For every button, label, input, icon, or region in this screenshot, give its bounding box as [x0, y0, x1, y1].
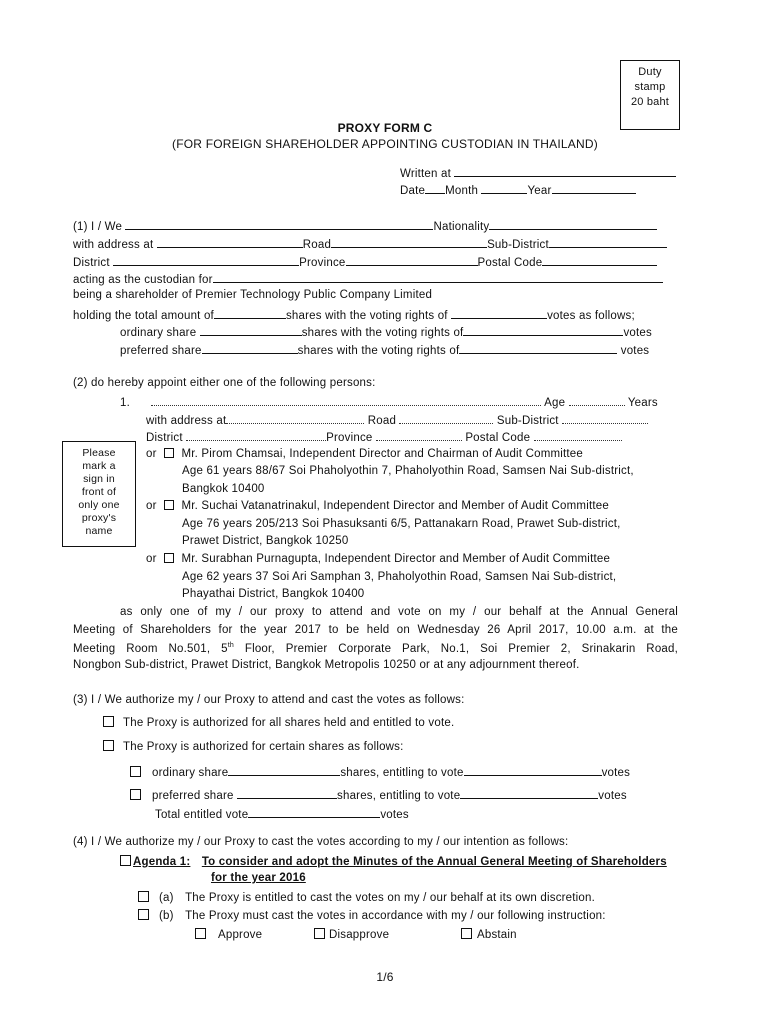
sub-district-field[interactable] [549, 236, 667, 248]
proxy-option-1 [146, 448, 583, 460]
age-label: Age [544, 397, 566, 409]
acting-label: acting as the custodian for [73, 274, 213, 286]
option-a-checkbox[interactable] [138, 891, 149, 902]
votes-label: votes [380, 809, 409, 821]
form-subtitle: (FOR FOREIGN SHAREHOLDER APPOINTING CUSTODIAN IN THAILAND) [172, 137, 598, 151]
acting-field[interactable] [213, 271, 663, 283]
proxy-address-field[interactable] [226, 413, 364, 424]
sub-district-label: Sub-District [487, 239, 549, 251]
note-line: mark a [82, 460, 116, 472]
approve-label: Approve [218, 929, 263, 941]
certain-shares-label: The Proxy is authorized for certain shares as follows: [123, 741, 404, 753]
postal-code-label: Postal Code [477, 257, 543, 269]
votes-label: votes [598, 790, 627, 802]
ordinal-suffix: th [227, 642, 234, 649]
note-line: front of [81, 486, 117, 498]
s2-person1-row [120, 395, 658, 409]
ordinary-share-label: ordinary share [120, 327, 197, 339]
s4-heading: (4) I / We authorize my / our Proxy to cast the votes according to my / our intention as follows: [73, 836, 569, 848]
shares-entitling-label: shares, entitling to vote [337, 790, 461, 802]
address-field[interactable] [157, 236, 303, 248]
total-vote-field[interactable] [248, 806, 380, 818]
person-number: 1. [120, 397, 130, 409]
nationality-field[interactable] [489, 218, 657, 230]
agenda-1-title-l2: for the year 2016 [211, 872, 306, 884]
agenda-1-option-a [138, 891, 595, 904]
all-shares-checkbox[interactable] [103, 716, 114, 727]
year-field[interactable] [552, 182, 636, 194]
note-line: proxy's [81, 512, 117, 524]
year-label: Year [527, 185, 552, 197]
note-line: Please [82, 447, 116, 459]
meeting-room-text: Meeting Room No.501, 5 [73, 642, 228, 655]
votes-label: votes [601, 767, 631, 779]
total-shares-field[interactable] [214, 307, 286, 319]
proxy-3-checkbox[interactable] [164, 553, 174, 563]
duty-stamp-box [620, 60, 680, 130]
vote-choice-abstain [461, 928, 517, 941]
ordinary-share-checkbox[interactable] [130, 766, 141, 777]
s3-heading: (3) I / We authorize my / our Proxy to attend and cast the votes as follows: [73, 694, 465, 706]
month-label: Month [445, 185, 479, 197]
proxy-province-field[interactable] [376, 430, 462, 441]
proxy-postal-field[interactable] [534, 430, 622, 441]
certain-shares-checkbox[interactable] [103, 740, 114, 751]
s1-row-address [73, 236, 667, 251]
s1-row-ordinary [120, 324, 652, 339]
s2-heading: (2) do hereby appoint either one of the following persons: [73, 377, 376, 389]
votes-label: votes [620, 345, 650, 357]
age-field[interactable] [569, 395, 625, 406]
agenda-1-checkbox[interactable] [120, 855, 131, 866]
written-at-field[interactable] [454, 165, 676, 177]
ordinary-votes-field[interactable] [463, 324, 623, 336]
disapprove-label: Disapprove [329, 929, 390, 941]
proxy-option-3 [146, 553, 610, 565]
note-line: sign in [83, 473, 115, 485]
or-label: or [146, 448, 157, 460]
preferred-vote-count-field[interactable] [460, 787, 598, 799]
ordinary-shares-field[interactable] [200, 324, 302, 336]
disapprove-checkbox[interactable] [314, 928, 325, 939]
shares-entitling-label: shares, entitling to vote [340, 767, 464, 779]
month-field[interactable] [481, 182, 527, 194]
province-label: Province [326, 432, 373, 444]
ordinary-share-label: ordinary share [152, 767, 229, 779]
district-field[interactable] [113, 254, 299, 266]
proxy-2-address-2: Prawet District, Bangkok 10250 [182, 535, 349, 547]
votes-label: votes [623, 327, 652, 339]
agenda-1-option-b [138, 909, 606, 922]
s3-ordinary-row [130, 764, 630, 779]
note-line: only one [78, 499, 120, 511]
name-field[interactable] [125, 218, 433, 230]
proxy-road-field[interactable] [399, 413, 493, 424]
proxy-1-checkbox[interactable] [164, 448, 174, 458]
road-label: Road [302, 239, 332, 251]
proxy-2-address-1: Age 76 years 205/213 Soi Phasuksanti 6/5, Pattanakarn Road, Prawet Sub-district, [182, 518, 621, 530]
s3-option-all [103, 716, 454, 729]
shareholder-text: being a shareholder of Premier Technology Public Company Limited [73, 289, 433, 301]
proxy-instruction-note [62, 441, 136, 547]
abstain-label: Abstain [477, 929, 517, 941]
preferred-share-count-field[interactable] [237, 787, 337, 799]
meeting-location-text: Floor, Premier Corporate Park, No.1, Soi Premier 2, Srinakarin Road, [233, 642, 678, 655]
proxy-3-name: Mr. Surabhan Purnagupta, Independent Director and Member of Audit Committee [181, 553, 611, 565]
s3-total-row [155, 806, 409, 821]
option-a-text: The Proxy is entitled to cast the votes on my / our behalf at its own discretion. [185, 892, 596, 904]
preferred-votes-field[interactable] [459, 342, 617, 354]
years-label: Years [627, 397, 658, 409]
proxy-1-name: Mr. Pirom Chamsai, Independent Director and Chairman of Audit Committee [181, 448, 583, 460]
or-label: or [146, 553, 157, 565]
note-line: name [85, 525, 113, 537]
option-b-text: The Proxy must cast the votes in accordance with my / our following instruction: [185, 910, 606, 922]
vote-choice-disapprove [314, 928, 389, 941]
form-title: PROXY FORM C [337, 121, 433, 135]
shares-voting-label: shares with the voting rights of [301, 327, 464, 339]
meeting-paragraph-l1: as only one of my / our proxy to attend and vote on my / our behalf at the Annual General [120, 606, 678, 618]
s1-row-district [73, 254, 657, 269]
postal-code-label: Postal Code [465, 432, 531, 444]
meeting-paragraph-l4: Nongbon Sub-district, Prawet District, Bangkok Metropolis 10250 or at any adjournment thereof. [73, 659, 580, 671]
preferred-share-label: preferred share [152, 790, 234, 802]
province-field[interactable] [346, 254, 478, 266]
vote-choice-approve [195, 928, 262, 941]
option-b-checkbox[interactable] [138, 909, 149, 920]
ordinary-share-count-field[interactable] [228, 764, 340, 776]
i-we-label: (1) I / We [73, 221, 123, 233]
s3-preferred-row [130, 787, 627, 802]
option-b-label: (b) [159, 910, 174, 922]
proxy-name-field[interactable] [151, 395, 541, 406]
s2-district-row [146, 430, 622, 444]
or-label: or [146, 500, 157, 512]
proxy-3-address-2: Phayathai District, Bangkok 10400 [182, 588, 365, 600]
address-label: with address at [146, 415, 227, 427]
road-label: Road [367, 415, 397, 427]
preferred-shares-field[interactable] [202, 342, 298, 354]
preferred-share-label: preferred share [120, 345, 202, 357]
votes-as-follows-label: votes as follows; [547, 310, 635, 322]
shares-voting-label: shares with the voting rights of [297, 345, 460, 357]
proxy-district-field[interactable] [186, 430, 326, 441]
proxy-1-address-1: Age 61 years 88/67 Soi Phaholyothin 7, Phaholyothin Road, Samsen Nai Sub-district, [182, 465, 634, 477]
meeting-paragraph-l3 [73, 642, 678, 655]
postal-code-field[interactable] [542, 254, 657, 266]
agenda-1-label: Agenda 1: [133, 856, 191, 868]
ordinary-vote-count-field[interactable] [464, 764, 602, 776]
date-row [400, 182, 636, 197]
nationality-label: Nationality [433, 221, 490, 233]
abstain-checkbox[interactable] [461, 928, 472, 939]
proxy-2-name: Mr. Suchai Vatanatrinakul, Independent Director and Member of Audit Committee [181, 500, 609, 512]
proxy-2-checkbox[interactable] [164, 500, 174, 510]
meeting-paragraph-l2: Meeting of Shareholders for the year 2017 to be held on Wednesday 26 April 2017, 10.00 a.m. at the [73, 624, 678, 636]
total-label: Total entitled vote [155, 809, 249, 821]
stamp-line-2: stamp [634, 81, 666, 93]
proxy-3-address-1: Age 62 years 37 Soi Ari Samphan 3, Phaholyothin Road, Samsen Nai Sub-district, [182, 571, 617, 583]
s1-row-name [73, 218, 657, 233]
option-a-label: (a) [159, 892, 174, 904]
s2-address-row [146, 413, 648, 427]
written-at-row [400, 165, 676, 180]
road-field[interactable] [331, 236, 487, 248]
page-number: 1/6 [376, 970, 394, 984]
sub-district-label: Sub-District [496, 415, 559, 427]
s1-row-acting [73, 271, 663, 286]
total-votes-field[interactable] [451, 307, 547, 319]
proxy-1-address-2: Bangkok 10400 [182, 483, 265, 495]
written-at-label: Written at [400, 168, 451, 180]
address-label: with address at [73, 239, 154, 251]
province-label: Province [299, 257, 346, 269]
s1-row-holding [73, 307, 635, 322]
holding-label: holding the total amount of [73, 310, 214, 322]
date-label: Date [400, 185, 426, 197]
district-label: District [146, 432, 183, 444]
proxy-option-2 [146, 500, 609, 512]
district-label: District [73, 257, 110, 269]
stamp-line-1: Duty [638, 66, 662, 78]
date-field[interactable] [425, 182, 445, 194]
agenda-1-row [120, 855, 667, 868]
shares-voting-label: shares with the voting rights of [285, 310, 448, 322]
approve-checkbox[interactable] [195, 928, 206, 939]
all-shares-label: The Proxy is authorized for all shares held and entitled to vote. [123, 717, 455, 729]
proxy-sub-district-field[interactable] [562, 413, 648, 424]
s3-option-certain [103, 740, 404, 753]
preferred-share-checkbox[interactable] [130, 789, 141, 800]
s1-row-preferred [120, 342, 649, 357]
agenda-1-title: To consider and adopt the Minutes of the Annual General Meeting of Shareholders [201, 856, 667, 868]
stamp-line-3: 20 baht [630, 96, 670, 108]
